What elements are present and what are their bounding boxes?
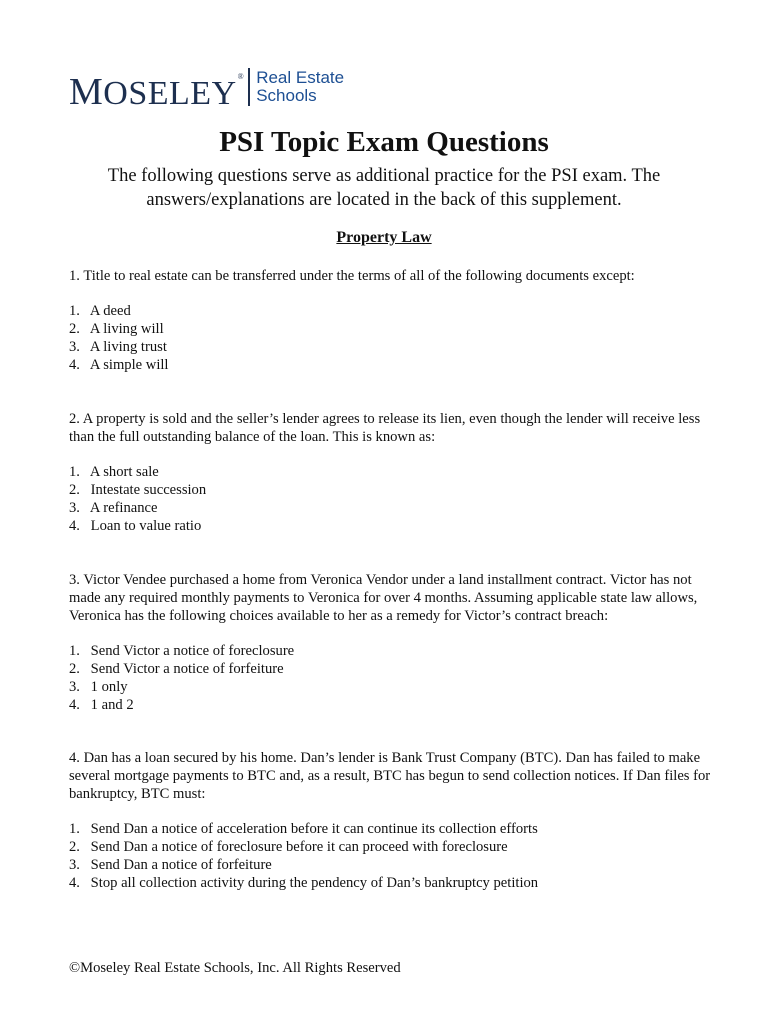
- answer-option: 3. A refinance: [69, 500, 158, 516]
- answer-option: 1. Send Victor a notice of foreclosure: [69, 643, 295, 659]
- answer-option: 4. A simple will: [69, 357, 169, 373]
- question-3: [69, 571, 719, 714]
- copyright-footer: ©Moseley Real Estate Schools, Inc. All Rights Reserved: [69, 960, 401, 976]
- registered-mark: ®: [237, 72, 245, 81]
- logo-wordmark: [69, 73, 244, 111]
- logo-wordmark-initial: M: [69, 71, 104, 113]
- logo-wordmark-rest: OSELEY: [103, 75, 237, 112]
- logo-subtitle-line1: Real Estate: [256, 68, 345, 87]
- question-text: 2. A property is sold and the seller’s lender agrees to release its lien, even though the lender will receive less than the full outstanding balance of the loan. This is known as:: [69, 411, 701, 445]
- answer-option: 1. A deed: [69, 303, 131, 319]
- logo-divider: [248, 68, 250, 106]
- answer-option: 1. A short sale: [69, 464, 159, 480]
- answer-option: 2. Intestate succession: [69, 482, 207, 498]
- answer-options: [69, 642, 719, 714]
- moseley-logo: [69, 64, 345, 113]
- answer-option: 3. Send Dan a notice of forfeiture: [69, 857, 272, 873]
- answer-option: 2. A living will: [69, 321, 164, 337]
- page-title: PSI Topic Exam Questions: [219, 126, 549, 158]
- answer-option: 4. Stop all collection activity during the pendency of Dan’s bankruptcy petition: [69, 875, 539, 891]
- answer-option: 2. Send Dan a notice of foreclosure before it can proceed with foreclosure: [69, 839, 508, 855]
- answer-option: 3. 1 only: [69, 679, 128, 695]
- answer-option: 4. 1 and 2: [69, 697, 134, 713]
- logo-subtitle-line2: Schools: [256, 86, 317, 105]
- answer-option: 1. Send Dan a notice of acceleration before it can continue its collection efforts: [69, 821, 538, 837]
- section-heading: Property Law: [336, 229, 432, 246]
- answer-options: [69, 302, 719, 374]
- answer-option: 3. A living trust: [69, 339, 167, 355]
- intro-text: The following questions serve as additional practice for the PSI exam. The answers/explanations are located in the back of this supplement.: [107, 166, 661, 210]
- question-text: 3. Victor Vendee purchased a home from Veronica Vendor under a land installment contract. Victor has not made any required monthly payments to Veronica for over 4 months. Assuming applicable state law allows, Veronica has the following choices available to her as a remedy for Victor’s contract breach:: [69, 572, 698, 624]
- logo-subtitle: [256, 69, 344, 105]
- answer-option: 2. Send Victor a notice of forfeiture: [69, 661, 284, 677]
- question-2: [69, 410, 719, 535]
- answer-options: [69, 820, 719, 892]
- question-text: 1. Title to real estate can be transferred under the terms of all of the following documents except:: [69, 268, 635, 284]
- question-text: 4. Dan has a loan secured by his home. Dan’s lender is Bank Trust Company (BTC). Dan has failed to make several mortgage payments to BTC and, as a result, BTC has begun to send collection notices. If Dan files for bankruptcy, BTC must:: [69, 750, 711, 802]
- answer-options: [69, 463, 719, 535]
- question-1: [69, 267, 719, 374]
- question-4: [69, 749, 719, 892]
- answer-option: 4. Loan to value ratio: [69, 518, 202, 534]
